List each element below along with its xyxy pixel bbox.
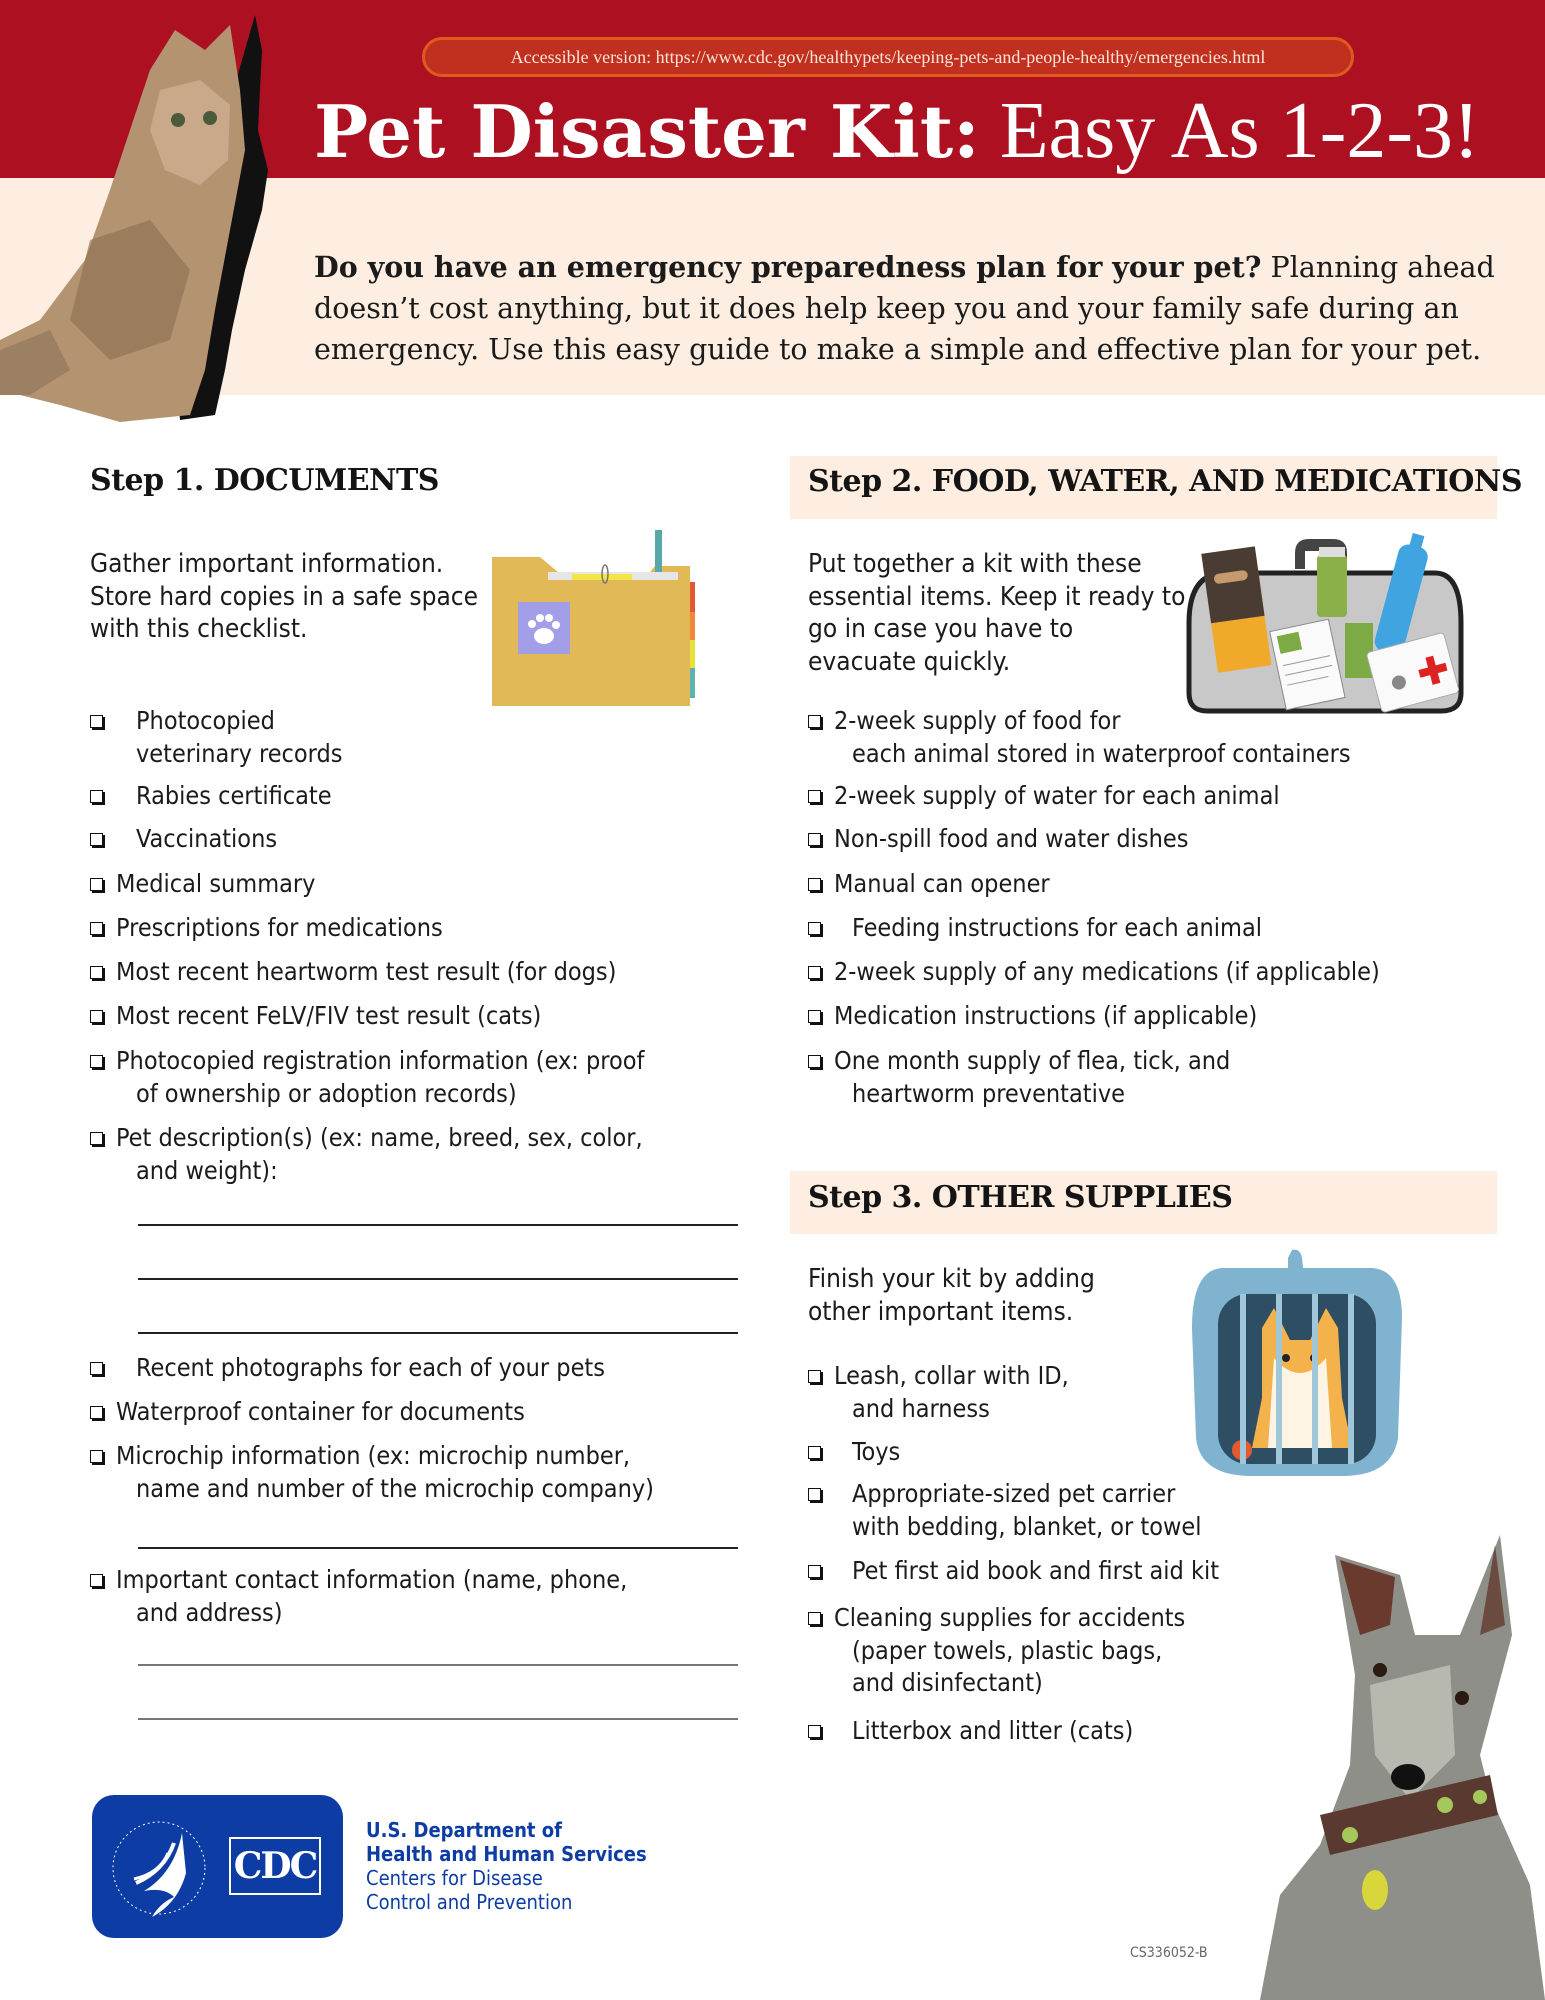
checklist-item-text: Cleaning supplies for accidents: [834, 1603, 1186, 1632]
intro-text: Planning ahead doesn’t cost anything, but it does help keep you and your family safe during an emergency. Use this easy guide to make a simple and effective plan for your pet.: [314, 251, 1495, 366]
checkbox-icon[interactable]: [808, 1612, 821, 1625]
checklist-item-text: Important contact information (name, phone,: [116, 1565, 628, 1594]
checklist-item[interactable]: [90, 1564, 627, 1629]
checklist-item[interactable]: [808, 1478, 1201, 1543]
checklist-item-text: Microchip information (ex: microchip number,: [116, 1441, 631, 1470]
checklist-item[interactable]: [808, 1555, 1219, 1588]
checklist-item[interactable]: [808, 1602, 1185, 1700]
checklist-item-text: Pet description(s) (ex: name, breed, sex, color,: [116, 1123, 643, 1152]
checklist-item[interactable]: [90, 956, 616, 989]
checklist-item-text: and harness: [852, 1393, 990, 1423]
checklist-item-text: Manual can opener: [834, 869, 1050, 898]
checklist-item[interactable]: [808, 1045, 1230, 1110]
checklist-item-text: Recent photographs for each of your pets: [136, 1353, 605, 1382]
checklist-item-text: Litterbox and litter (cats): [852, 1716, 1134, 1745]
checklist-item[interactable]: [90, 1396, 525, 1429]
checklist-item[interactable]: [90, 1000, 541, 1033]
checkbox-icon[interactable]: [90, 1362, 103, 1375]
checklist-item-text: 2-week supply of water for each animal: [834, 781, 1280, 810]
checklist-item-text: Leash, collar with ID,: [834, 1361, 1069, 1390]
checklist-item-text: Pet first aid book and first aid kit: [852, 1556, 1220, 1585]
checklist-item-text: of ownership or adoption records): [136, 1078, 517, 1108]
checklist-item[interactable]: [90, 823, 277, 856]
checkbox-icon[interactable]: [808, 922, 821, 935]
microchip-line[interactable]: [138, 1547, 738, 1549]
checklist-item-text: Photocopied registration information (ex: proof: [116, 1046, 645, 1075]
step2-description: Put together a kit with these essential items. Keep it ready to go in case you have to evacuate quickly.: [808, 549, 1186, 677]
org-line-4: Control and Prevention: [366, 1890, 573, 1914]
checkbox-icon[interactable]: [90, 1132, 103, 1145]
step2-heading: Step 2. FOOD, WATER, AND MEDICATIONS: [808, 464, 1522, 499]
checklist-item-text: (paper towels, plastic bags,: [852, 1635, 1163, 1665]
step1-heading: Step 1. DOCUMENTS: [90, 463, 439, 498]
pet-description-line-3[interactable]: [138, 1332, 738, 1334]
checklist-item-text: veterinary records: [136, 738, 343, 768]
checkbox-icon[interactable]: [90, 1574, 103, 1587]
checklist-item[interactable]: [808, 780, 1280, 813]
accessible-version-link[interactable]: Accessible version: https://www.cdc.gov/healthypets/keeping-pets-and-people-healthy/emergencies.html: [422, 37, 1354, 77]
step1-description: Gather important information. Store hard copies in a safe space with this checklist.: [90, 549, 479, 644]
intro-paragraph: [314, 247, 1504, 370]
checklist-item[interactable]: [808, 956, 1380, 989]
folder-illustration: [490, 530, 700, 710]
checklist-item[interactable]: [90, 1045, 644, 1110]
checklist-item-text: Rabies certificate: [136, 781, 332, 810]
checklist-item[interactable]: [90, 705, 342, 770]
title-light: Easy As 1-2-3!: [979, 87, 1480, 175]
checkbox-icon[interactable]: [808, 878, 821, 891]
checkbox-icon[interactable]: [808, 833, 821, 846]
pet-description-line-1[interactable]: [138, 1224, 738, 1226]
contact-line-2[interactable]: [138, 1718, 738, 1720]
checkbox-icon[interactable]: [808, 715, 821, 728]
checkbox-icon[interactable]: [90, 1450, 103, 1463]
org-line-3: Centers for Disease: [366, 1866, 543, 1890]
checklist-item[interactable]: [808, 1715, 1133, 1748]
checklist-item-text: Medical summary: [116, 869, 316, 898]
checklist-item-text: heartworm preventative: [852, 1078, 1125, 1108]
org-line-1: U.S. Department of: [366, 1818, 562, 1842]
checklist-item-text: Most recent FeLV/FIV test result (cats): [116, 1001, 542, 1030]
checklist-item-text: Toys: [852, 1437, 901, 1466]
pet-kit-bag-illustration: [1185, 533, 1470, 718]
cdc-hhs-logo: [92, 1795, 343, 1938]
checklist-item[interactable]: [90, 868, 315, 901]
checkbox-icon[interactable]: [90, 1010, 103, 1023]
checklist-item-text: name and number of the microchip company): [136, 1473, 654, 1503]
checklist-item-text: and disinfectant): [852, 1668, 1043, 1697]
checkbox-icon[interactable]: [90, 922, 103, 935]
checklist-item[interactable]: [90, 1440, 654, 1505]
checklist-item-text: Waterproof container for documents: [116, 1397, 525, 1426]
checkbox-icon[interactable]: [90, 715, 103, 728]
checklist-item-text: 2-week supply of food for: [834, 706, 1121, 735]
checkbox-icon[interactable]: [90, 1406, 103, 1419]
checklist-item-text: Medication instructions (if applicable): [834, 1001, 1258, 1030]
checklist-item[interactable]: [808, 1000, 1257, 1033]
pet-description-line-2[interactable]: [138, 1278, 738, 1280]
checkbox-icon[interactable]: [808, 1725, 821, 1738]
pet-carrier-illustration: [1192, 1248, 1404, 1480]
checklist-item[interactable]: [90, 1352, 605, 1385]
checklist-item-text: Non-spill food and water dishes: [834, 824, 1189, 853]
checklist-item-text: Vaccinations: [136, 824, 278, 853]
checkbox-icon[interactable]: [90, 833, 103, 846]
checklist-item[interactable]: [90, 1122, 643, 1187]
step3-description: Finish your kit by adding other important items.: [808, 1264, 1095, 1327]
cat-photo: [0, 10, 290, 430]
checklist-item[interactable]: [808, 1436, 900, 1469]
checkbox-icon[interactable]: [90, 790, 103, 803]
checklist-item-text: 2-week supply of any medications (if applicable): [834, 957, 1380, 986]
checkbox-icon[interactable]: [808, 1565, 821, 1578]
checkbox-icon[interactable]: [808, 966, 821, 979]
checklist-item-text: and address): [136, 1597, 283, 1627]
contact-line-1[interactable]: [138, 1664, 738, 1666]
checklist-item[interactable]: [808, 705, 1351, 770]
step3-heading: Step 3. OTHER SUPPLIES: [808, 1180, 1233, 1215]
checklist-item-text: with bedding, blanket, or towel: [852, 1511, 1202, 1541]
checklist-item[interactable]: [808, 912, 1262, 945]
checklist-item[interactable]: [808, 823, 1188, 856]
title-bold: Pet Disaster Kit:: [314, 89, 980, 174]
checklist-item-text: Most recent heartworm test result (for dogs): [116, 957, 617, 986]
checklist-item-text: and weight):: [136, 1155, 278, 1185]
organization-name: [366, 1818, 647, 1914]
org-line-2: Health and Human Services: [366, 1842, 647, 1866]
checkbox-icon[interactable]: [808, 1446, 821, 1459]
checkbox-icon[interactable]: [808, 1055, 821, 1068]
dog-photo: [1240, 1515, 1545, 2000]
checklist-item[interactable]: [808, 1360, 1069, 1425]
document-id: CS336052-B: [1130, 1945, 1208, 1961]
checkbox-icon[interactable]: [90, 966, 103, 979]
checkbox-icon[interactable]: [808, 790, 821, 803]
checklist-item-text: each animal stored in waterproof containers: [852, 738, 1351, 768]
hhs-eagle-icon: [104, 1813, 214, 1923]
checkbox-icon[interactable]: [90, 1055, 103, 1068]
checkbox-icon[interactable]: [808, 1010, 821, 1023]
checklist-item-text: Feeding instructions for each animal: [852, 913, 1262, 942]
checkbox-icon[interactable]: [808, 1370, 821, 1383]
checklist-item[interactable]: [90, 912, 443, 945]
checklist-item-text: Prescriptions for medications: [116, 913, 443, 942]
checklist-item-text: Photocopied: [136, 706, 275, 735]
checklist-item[interactable]: [90, 780, 332, 813]
intro-question: Do you have an emergency preparedness plan for your pet?: [314, 250, 1262, 284]
checkbox-icon[interactable]: [90, 878, 103, 891]
cdc-logo-text: CDC: [229, 1837, 321, 1895]
checklist-item-text: One month supply of flea, tick, and: [834, 1046, 1231, 1075]
checklist-item[interactable]: [808, 868, 1050, 901]
page-title: [314, 86, 1480, 177]
checklist-item-text: Appropriate-sized pet carrier: [852, 1479, 1176, 1508]
checkbox-icon[interactable]: [808, 1488, 821, 1501]
